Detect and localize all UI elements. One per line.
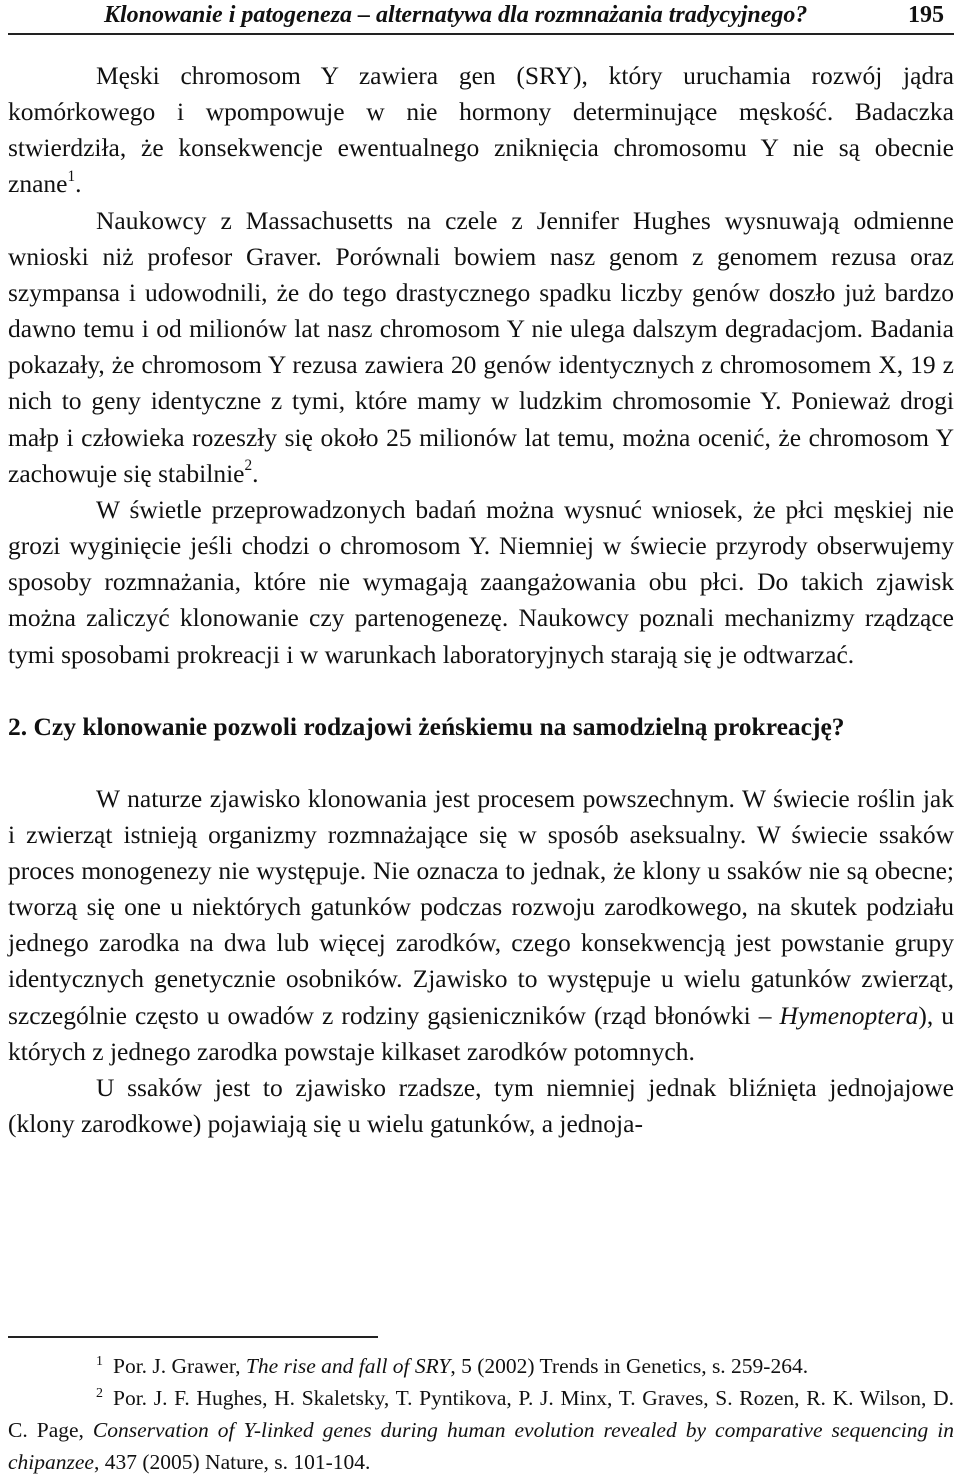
page-number: 195 bbox=[908, 2, 944, 28]
paragraph-4 bbox=[8, 781, 954, 1070]
paragraph-2 bbox=[8, 203, 954, 492]
footnote-ref-1: 1 bbox=[67, 167, 76, 185]
header-rule bbox=[8, 33, 954, 35]
paragraph-3: W świetle przeprowadzonych badań można wysnuć wniosek, że płci męskiej nie grozi wyginięcie jeśli chodzi o chromosom Y. Niemniej w świecie przyrody obserwujemy sposoby rozmnażania, które nie wymagają zaangażowania obu płci. Do takich zjawisk można zaliczyć klonowanie czy partenogenezę. Naukowcy poznali mechanizmy rządzące tymi sposobami prokreacji i w warunkach laboratoryjnych starają się je odtwarzać. bbox=[8, 494, 954, 669]
section-heading: 2. Czy klonowanie pozwoli rodzajowi żeńskiemu na samodzielną prokreację? bbox=[8, 711, 845, 741]
footnote-1-number: 1 bbox=[96, 1353, 103, 1369]
paragraph-2-end: . bbox=[252, 458, 259, 488]
footnote-2-number: 2 bbox=[96, 1385, 103, 1401]
footnote-2 bbox=[8, 1382, 954, 1478]
footnote-1 bbox=[8, 1350, 954, 1382]
paragraph-4-text: W naturze zjawisko klonowania jest procesem powszechnym. W świecie roślin jak i zwierząt istnieją organizmy rozmnażające się w sposób aseksualny. W świecie ssaków proces monogenezy nie występuje. Nie oznacza to jednak, że klony u ssaków nie są obecne; tworzą się one u niektórych gatunków podczas rozwoju zarodkowego, na skutek podziału jednego zarodka na dwa lub więcej zarodków, czego konsekwencją jest powstanie grupy identycznych genetycznie osobników. Zjawisko to występuje u wielu gatunków zwierząt, szczególnie często u owadów z rodziny gąsieniczników (rząd błonówki – bbox=[8, 783, 954, 1030]
footnotes bbox=[8, 1350, 954, 1478]
paragraph-1-end: . bbox=[75, 169, 82, 199]
footnote-1-end: , 5 (2002) Trends in Genetics, s. 259-264. bbox=[450, 1354, 809, 1378]
paragraph-5: U ssaków jest to zjawisko rzadsze, tym niemniej jednak bliźnięta jednojajowe (klony zarodkowe) pojawiają się u wielu gatunków, a jednoja- bbox=[8, 1072, 954, 1139]
paragraph-1 bbox=[8, 58, 954, 203]
footnote-rule bbox=[8, 1336, 378, 1338]
paragraph-4-italic: Hymenoptera bbox=[779, 1000, 919, 1030]
paragraph-2-text: Naukowcy z Massachusetts na czele z Jennifer Hughes wysnuwają odmienne wnioski niż profesor Graver. Porównali bowiem nasz genom z genomem rezusa oraz szympansa i udowodnili, że do tego drastycznego spadku liczby genów doszło już bardzo dawno temu i od milionów lat nasz chromosom Y nie ulega dalszym degradacjom. Badania pokazały, że chromosom Y rezusa zawiera 20 genów identycznych z chromosomem X, 19 z nich to geny identyczne z tymi, które mamy w ludzkim chromosomie Y. Ponieważ drogi małp i człowieka rozeszły się około 25 milionów lat temu, można ocenić, że chromosom Y zachowuje się stabilnie bbox=[8, 205, 954, 488]
footnote-2-end: , 437 (2005) Nature, s. 101-104. bbox=[93, 1450, 371, 1474]
footnote-2-title: Conservation of Y-linked genes during human evolution revealed by comparative sequencing in chipanzee bbox=[8, 1418, 954, 1474]
paragraph-4-end: ), u których z jednego zarodka powstaje kilkaset zarodków potomnych. bbox=[8, 1000, 955, 1066]
footnote-ref-2: 2 bbox=[244, 457, 253, 475]
footnote-1-text: Por. J. Grawer, bbox=[112, 1354, 246, 1378]
running-title: Klonowanie i patogeneza – alternatywa dla rozmnażania tradycyjnego? bbox=[104, 2, 808, 28]
body-text bbox=[8, 58, 954, 1142]
paragraph-1-text: Męski chromosom Y zawiera gen (SRY), który uruchamia rozwój jądra komórkowego i wpompowuje w nie hormony determinujące męskość. Badaczka stwierdziła, że konsekwencje ewentualnego zniknięcia chromosomu Y nie są obecnie znane bbox=[8, 61, 954, 199]
footnote-2-text: Por. J. F. Hughes, H. Skaletsky, T. Pyntikova, P. J. Minx, T. Graves, S. Rozen, R. K. Wilson, D. C. Page, bbox=[8, 1386, 954, 1442]
footnote-1-title: The rise and fall of SRY bbox=[245, 1354, 451, 1378]
